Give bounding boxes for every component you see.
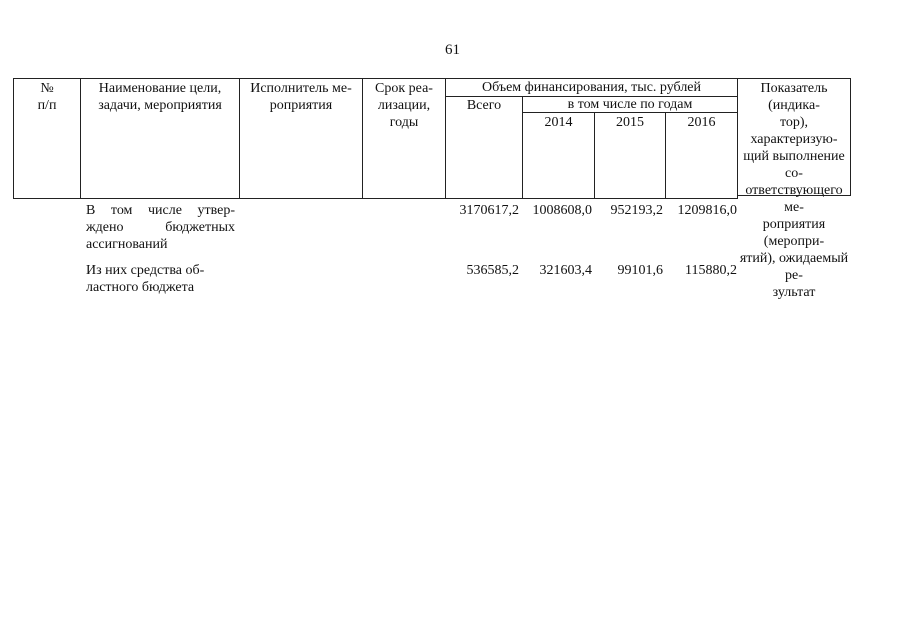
- row-2015: 99101,6: [617, 263, 663, 278]
- row-name: Из них средства об- ластного бюджета: [86, 263, 205, 295]
- header-term: Срок реа- лизации, годы: [375, 81, 433, 130]
- header-name: Наименование цели, задачи, мероприятия: [98, 81, 222, 113]
- header-executor: Исполнитель ме- роприятия: [250, 81, 352, 113]
- header-year-2015: 2015: [616, 115, 644, 130]
- header-year-2016: 2016: [687, 115, 716, 130]
- header-total: Всего: [466, 98, 502, 113]
- header-number: № п/п: [37, 81, 57, 113]
- row-2014: 321603,4: [539, 263, 592, 278]
- row-2015: 952193,2: [610, 203, 663, 218]
- row-2016: 115880,2: [685, 263, 737, 278]
- header-by-years: в том числе по годам: [567, 97, 693, 112]
- header-year-2014: 2014: [544, 115, 573, 130]
- row-name: В том числе утвер- ждено бюджетных ассигнований: [86, 203, 235, 252]
- row-2014: 1008608,0: [532, 203, 592, 218]
- page-number: 61: [445, 42, 460, 58]
- header-indicator: Показатель (индика- тор), характеризую- щий выполнение со- ответствующего ме- роприятия (меропри- ятий), ожидаемый ре- зультат: [739, 81, 849, 300]
- header-bottom-border-left: [13, 198, 737, 199]
- table-right-border: [850, 78, 851, 196]
- header-funding: Объем финансирования, тыс. рублей: [481, 80, 702, 95]
- row-total: 3170617,2: [459, 203, 519, 218]
- row-total: 536585,2: [466, 263, 519, 278]
- row-2016: 1209816,0: [677, 203, 737, 218]
